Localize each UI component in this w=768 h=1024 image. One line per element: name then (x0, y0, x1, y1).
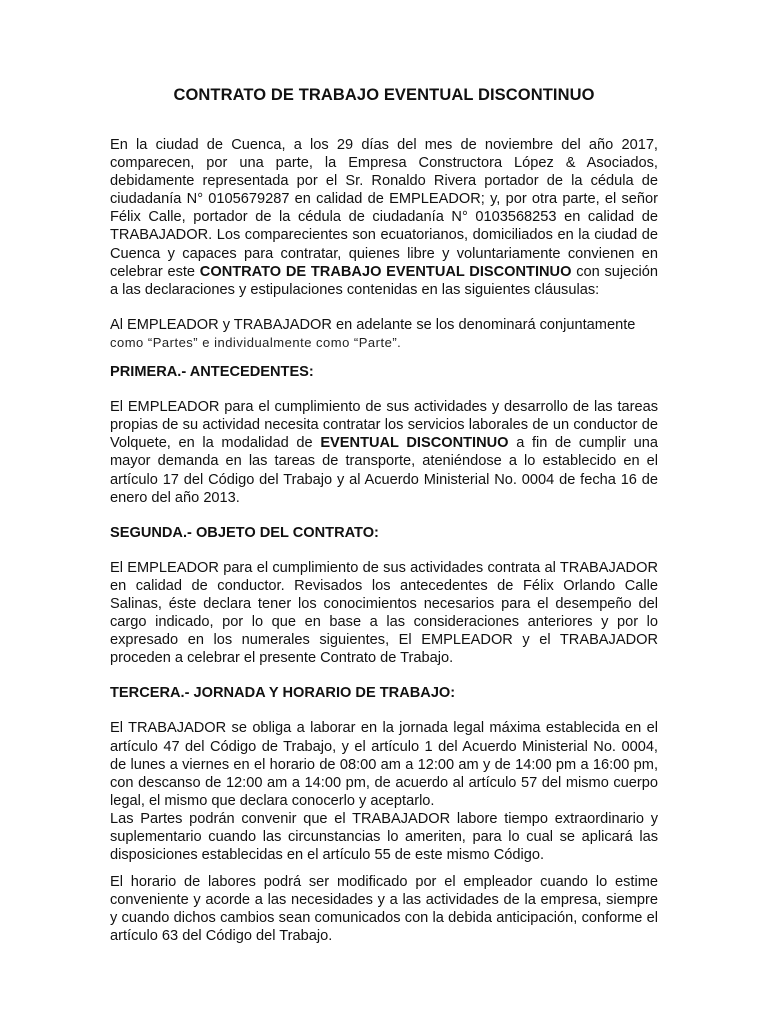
antecedentes-text-end: a fin de cumplir una mayor demanda en las tareas de transporte, ateniéndose a lo establecido en el artículo 17 del Código del Trabajo y al Acuerdo Ministerial No. 0004 de fecha 16 de enero del año 2013. (110, 435, 658, 506)
section-primera-heading: PRIMERA.- ANTECEDENTES: (110, 364, 314, 381)
extraordinario-paragraph: Las Partes podrán convenir que el TRABAJADOR labore tiempo extraordinario y suplementario cuando las circunstancias lo ameriten, para lo cual se aplicará las disposiciones establecidas en el artículo 55 de este mismo Código. (110, 810, 658, 864)
section-segunda-heading: SEGUNDA.- OBJETO DEL CONTRATO: (110, 524, 379, 541)
parties-text: Al EMPLEADOR y TRABAJADOR en adelante se los denominará conjuntamente (110, 316, 636, 333)
antecedentes-paragraph (110, 398, 658, 507)
document-body (110, 136, 658, 946)
horario-paragraph: El horario de labores podrá ser modificado por el empleador cuando lo estime conveniente y acorde a las necesidades y a las actividades de la empresa, siempre y cuando dichos cambios sean comunicados con la debida anticipación, conforme el artículo 63 del Código del Trabajo. (110, 874, 658, 945)
intro-paragraph (110, 136, 658, 299)
parties-paragraph (110, 316, 658, 352)
contract-name-bold: CONTRATO DE TRABAJO EVENTUAL DISCONTINUO (199, 263, 572, 280)
antecedentes-text: El EMPLEADOR para el cumplimiento de sus actividades y desarrollo de las tareas propias de su actividad necesita contratar los servicios laborales de un conductor de Volquete, en la modalidad de (110, 399, 658, 452)
jornada-paragraph: El TRABAJADOR se obliga a laborar en la jornada legal máxima establecida en el artículo 47 del Código de Trabajo, y el artículo 1 del Acuerdo Ministerial No. 0004, de lunes a viernes en el horario de 08:00 am a 12:00 am y de 14:00 pm a 16:00 pm, con descanso de 12:00 am a 14:00 pm, de acuerdo al artículo 57 del mismo cuerpo legal, el mismo que declara conocerlo y aceptarlo. (110, 720, 658, 809)
intro-text-end: con sujeción a las declaraciones y estipulaciones contenidas en las siguientes cláusulas: (110, 263, 659, 298)
section-tercera-heading: TERCERA.- JORNADA Y HORARIO DE TRABAJO: (110, 685, 456, 702)
intro-text: En la ciudad de Cuenca, a los 29 días del mes de noviembre del año 2017, comparecen, por una parte, la Empresa Constructora López & Asociados, debidamente representada por el Sr. Ronaldo Rivera portador de la cédula de ciudadanía N° 0105679287 en calidad de EMPLEADOR; y, por otra parte, el señor Félix Calle, portador de la cédula de ciudadanía N° 0103568253 en calidad de TRABAJADOR. Los comparecientes son ecuatorianos, domiciliados en la ciudad de Cuenca y capaces para contratar, quienes libre y voluntariamente convienen en celebrar este (110, 137, 658, 280)
objeto-paragraph: El EMPLEADOR para el cumplimiento de sus actividades contrata al TRABAJADOR en calidad de conductor. Revisados los antecedentes de Félix Orlando Calle Salinas, éste declara tener los conocimientos necesarios para el desempeño del cargo indicado, por lo que en base a las consideraciones anteriores y por lo expresado en los numerales siguientes, El EMPLEADOR y el TRABAJADOR proceden a celebrar el presente Contrato de Trabajo. (110, 559, 658, 667)
document-title: CONTRATO DE TRABAJO EVENTUAL DISCONTINUO (173, 86, 595, 104)
modality-bold: EVENTUAL DISCONTINUO (320, 435, 509, 452)
parties-definition: como “Partes” e individualmente como “Parte”. (110, 334, 402, 350)
